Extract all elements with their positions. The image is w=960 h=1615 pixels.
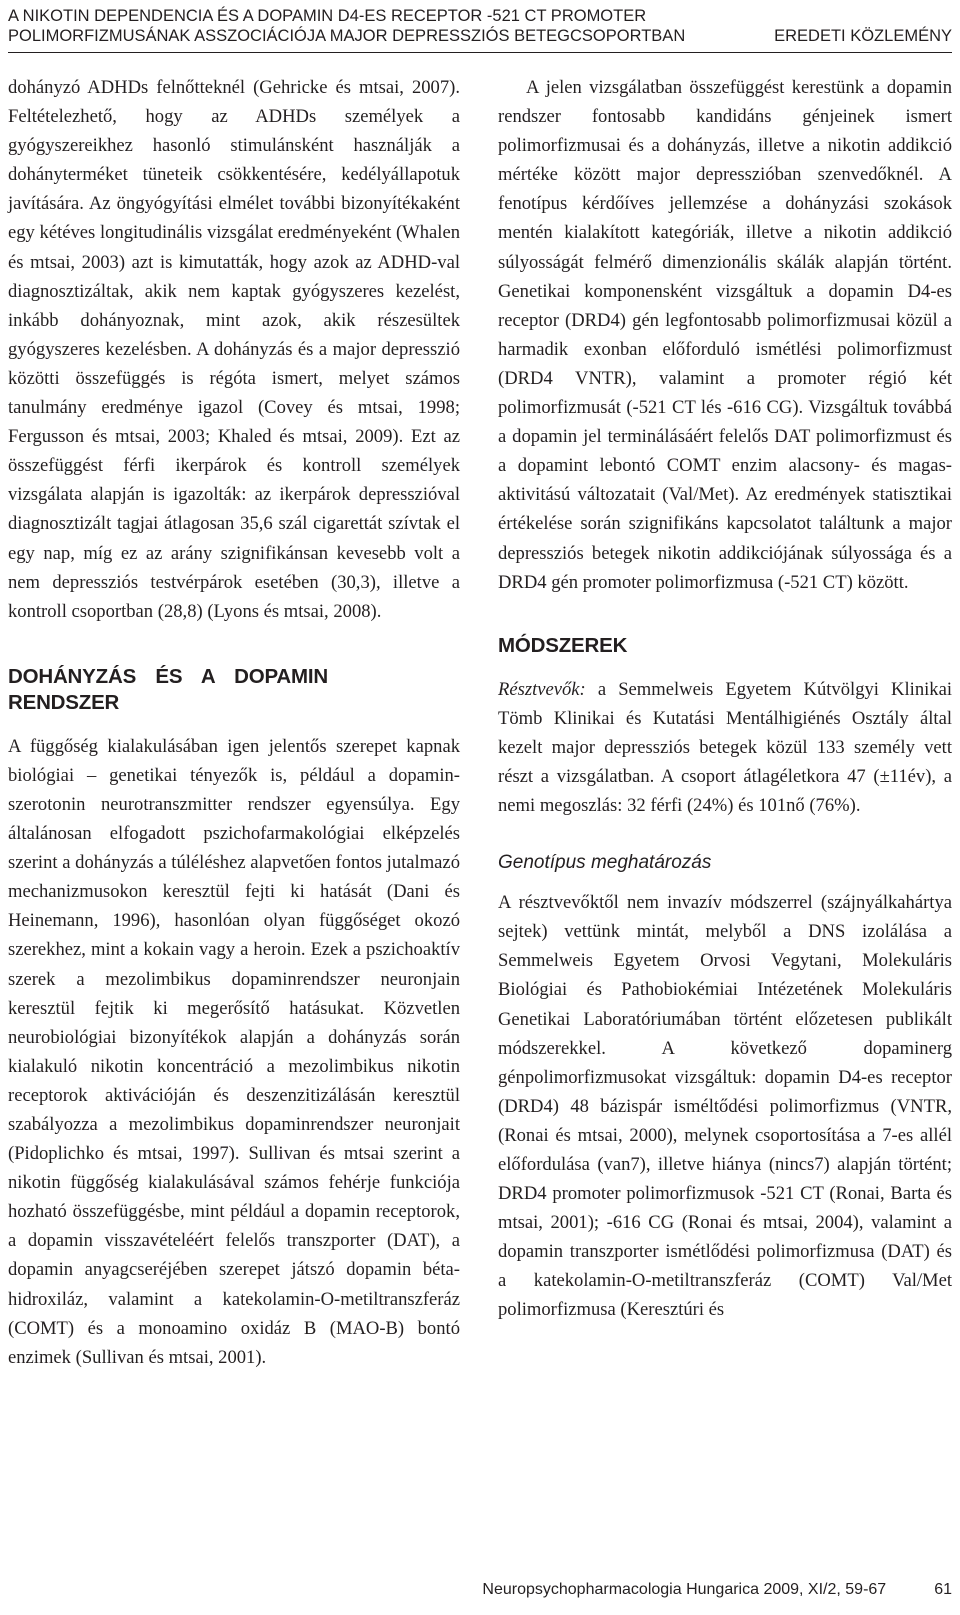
aim-paragraph: A jelen vizsgálatban összefüggést kerestünk a dopamin rendszer fontosabb kandidáns génjeinek ismert polimorfizmusai és a dohányzás, illetve a nikotin addikció mértéke között major depresszióban szenvedőknél. A fenotípus kérdőíves jellemzése a dohányzási szokások mentén kialakított kategóriák, illetve a nikotin addikció súlyosságát felmérő dimenzionális skálák alapján történt. Genetikai komponensként vizsgáltuk a dopamin D4-es receptor (DRD4) gén legfontosabb polimorfizmusai közül a harmadik exonban előforduló ismétlési polimorfizmust (DRD4 VNTR), valamint a promoter régió két polimorfizmusát (-521 CT lés -616 CG). Vizsgáltuk továbbá a dopamin jel terminálásáért felelős DAT polimorfizmust és a dopamint lebontó COMT enzim alacsony- és magas-aktivitású változatait (Val/Met). Az eredmények statisztikai értékelése során szignifikáns kapcsolatot találtunk a major depressziós betegek nikotin addikciójának súlyossága és a DRD4 gén promoter polimorfizmusa (-521 CT) között. [498, 77, 952, 593]
page-number: 61 [934, 1581, 952, 1598]
header-title-line2: POLIMORFIZMUSÁNAK ASSZOCIÁCIÓJA MAJOR DEPRESSZIÓS BETEGCSOPORTBAN [8, 27, 686, 45]
right-column [498, 73, 952, 1325]
running-header [8, 6, 952, 46]
section-heading-methods: MÓDSZEREK [498, 633, 628, 657]
subsection-heading-genotype: Genotípus meghatározás [498, 852, 712, 874]
header-title-line1: A NIKOTIN DEPENDENCIA ÉS A DOPAMIN D4-ES RECEPTOR -521 CT PROMOTER [8, 7, 647, 25]
left-column [8, 73, 460, 1372]
article-type-label: EREDETI KÖZLEMÉNY [774, 27, 952, 45]
intro-paragraph: dohányzó ADHDs felnőtteknél (Gehricke és mtsai, 2007). Feltételezhető, hogy az ADHDs személyek a gyógyszereikhez hasonló stimulánsként használják a dohányterméket tüneteik csökkentésére, kedélyállapotuk javítására. Az öngyógyítási elmélet további bizonyítékaként egy kétéves longitudinális vizsgálat eredményeként (Whalen és mtsai, 2003) azt is kimutatták, hogy azok az ADHD-val diagnosztizáltak, akik nem kaptak gyógyszeres kezelést, inkább dohányoznak, mint azok, akik részesültek gyógyszeres kezelésben. A dohányzás és a major depresszió közötti összefüggés is régóta ismert, melyet számos tanulmány eredménye igazol (Covey és mtsai, 1998; Fergusson és mtsai, 2003; Khaled és mtsai, 2009). Ezt az összefüggést férfi ikerpárok és kontroll személyek vizsgálata alapján is igazolták: az ikerpárok depresszióval diagnosztizált tagjai átlagosan 35,6 szál cigarettát szívtak el egy nap, míg ez az arány szignifikánsan kevesebb volt a nem depressziós testvérpárok esetében (30,3), illetve a kontroll csoportban (28,8) (Lyons és mtsai, 2008). [8, 77, 460, 622]
journal-citation: Neuropsychopharmacologia Hungarica 2009, XI/2, 59-67 [482, 1581, 887, 1598]
section-heading-smoking-dopamine: DOHÁNYZÁS ÉS A DOPAMIN RENDSZER [8, 664, 328, 714]
header-divider [8, 52, 952, 53]
participants-text: a Semmelweis Egyetem Kútvölgyi Klinikai Tömb Klinikai és Kutatási Mentálhigiénés Osztály által kezelt major depressziós betegek közül 133 személy vett részt a vizsgálatban. A csoport átlagéletkora 47 (±11év), a nemi megoszlás: 32 férfi (24%) és 101nő (76%). [498, 678, 952, 817]
section-paragraph: A függőség kialakulásában igen jelentős szerepet kapnak biológiai – genetikai tényezők is, például a dopamin-szerotonin neurotranszmitter rendszer egyensúlya. Egy általánosan elfogadott pszichofarmakológiai elképzelés szerint a dohányzás a túléléshez alapvetően fontos jutalmazó mechanizmusokon keresztül fejti ki hatását (Dani és Heinemann, 1996), hasonlóan olyan függőséget okozó szerekhez, mint a kokain vagy a heroin. Ezek a pszichoaktív szerek a mezolimbikus dopaminrendszer neuronjain keresztül fejtik ki megerősítő hatásukat. Közvetlen neurobiológiai bizonyítékok alapján a dohányzás során kialakuló nikotin koncentráció a mezolimbikus nikotin receptorok aktivációján és deszenzitizálásán keresztül szabályozza a mezolimbikus dopaminrendszer neuronjait (Pidoplichko és mtsai, 1997). Sullivan és mtsai szerint a nikotin függőség kialakulásával számos fehérje funkciója hozható összefüggésbe, mint például a dopamin receptorok, a dopamin visszavételéért felelős transzporter (DAT), a dopamin anyagcseréjében szerepet játszó dopamin béta-hidroxiláz, valamint a katekolamin-O-metiltranszferáz (COMT) és a monoamino oxidáz B (MAO-B) bontó enzimek (Sullivan és mtsai, 2001). [8, 735, 460, 1368]
participants-label: Résztvevők: [498, 678, 586, 700]
participants-paragraph [498, 675, 952, 820]
page-footer [8, 1580, 952, 1600]
header-title-line2-row [8, 26, 952, 46]
genotype-paragraph: A résztvevőktől nem invazív módszerrel (szájnyálkahártya sejtek) vettünk mintát, melyből a DNS izolálása a Semmelweis Egyetem Orvosi Vegytani, Molekuláris Biológiai és Pathobiokémiai Intézetének Molekuláris Genetikai Laboratóriumában történt előzetesen publikált módszerekkel. A következő dopaminerg génpolimorfizmusokat vizsgáltuk: dopamin D4-es receptor (DRD4) 48 bázispár isméltődési polimorfizmus (VNTR,(Ronai és mtsai, 2000), melynek csoportosítása a 7-es allél előfordulása (van7), illetve hiánya (nincs7) alapján történt; DRD4 promoter polimorfizmusok -521 CT (Ronai, Barta és mtsai, 2001); -616 CG (Ronai és mtsai, 2004), valamint a dopamin transzporter ismétlődési polimorfizmusa (DAT) és a katekolamin-O-metiltranszferáz (COMT) Val/Met polimorfizmusa (Keresztúri és [498, 892, 952, 1321]
